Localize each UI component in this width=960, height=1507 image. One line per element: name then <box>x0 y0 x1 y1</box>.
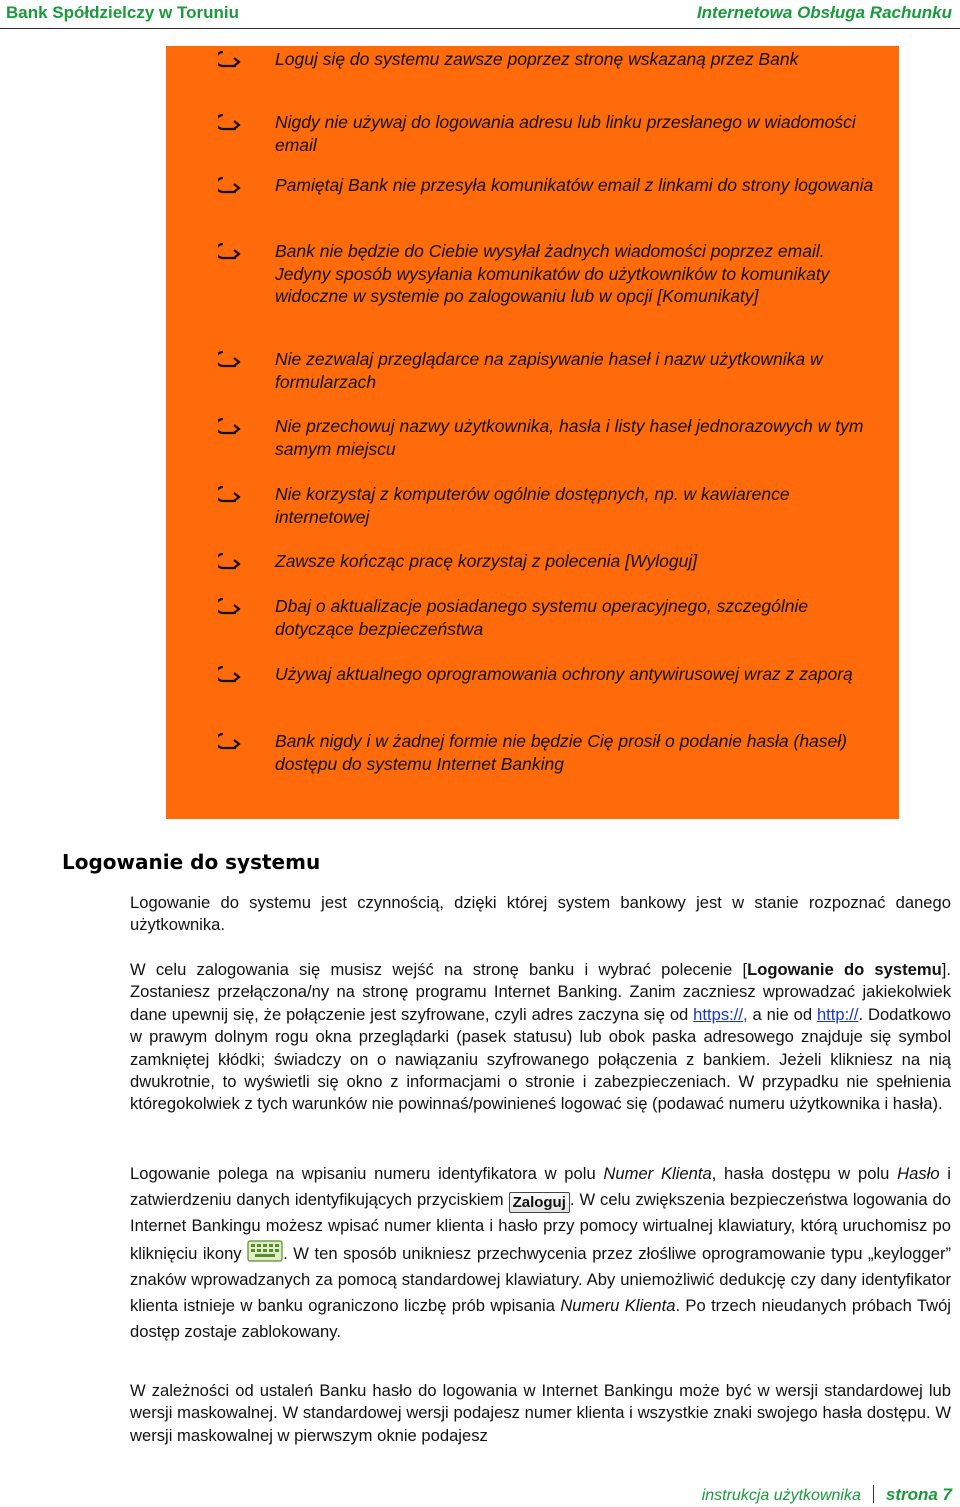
zaloguj-button[interactable]: Zaloguj <box>509 1192 570 1213</box>
header-bank-name: Bank Spółdzielczy w Toruniu <box>6 3 239 22</box>
login-instructions-paragraph <box>130 959 951 1116</box>
arrow-bullet-icon <box>218 242 242 260</box>
arrow-bullet-icon <box>218 485 242 503</box>
section-title: Logowanie do systemu <box>62 850 321 874</box>
login-command-label: Logowanie do systemu <box>747 960 942 979</box>
header-document-title: Internetowa Obsługa Rachunku <box>696 3 952 22</box>
paragraph-text: . W celu zwiększenia bezpieczeństwa logowania do Internet Bankingu możesz wpisać numer klienta i hasło przy pomocy wirtualnej klawiatury, którą uruchomisz po kliknięciu ikony <box>130 1190 951 1263</box>
security-tip-text: Pamiętaj Bank nie przesyła komunikatów email z linkami do strony logowania <box>275 175 874 195</box>
arrow-bullet-icon <box>218 665 242 683</box>
security-tip-text: Dbaj o aktualizacje posiadanego systemu operacyjnego, szczególnie dotyczące bezpieczeństwa <box>275 596 809 639</box>
paragraph-text: . W ten sposób unikniesz przechwycenia przez złośliwe oprogramowanie typu „keylogger” znaków wprowadzanych za pomocą standardowej klawiatury. Aby uniemożliwić dedukcję czy dany identyfikator klienta istnieje w banku ograniczono liczbę prób wpisania <box>130 1244 952 1315</box>
https-link[interactable]: https://, <box>693 1004 748 1024</box>
login-fields-paragraph <box>130 1161 951 1345</box>
security-tip-text: Nie przechowuj nazwy użytkownika, hasła i listy haseł jednorazowych w tym samym miejscu <box>275 416 864 459</box>
arrow-bullet-icon <box>218 732 242 750</box>
arrow-bullet-icon <box>218 552 242 570</box>
arrow-bullet-icon <box>218 350 242 368</box>
security-tip-text: Loguj się do systemu zawsze poprzez stronę wskazaną przez Bank <box>275 49 799 69</box>
security-tip-text: Zawsze kończąc pracę korzystaj z polecenia [Wyloguj] <box>275 551 698 571</box>
password-version-paragraph: W zależności od ustaleń Banku hasło do logowania w Internet Bankingu może być w wersji standardowej lub wersji maskowalnej. W standardowej wersji podajesz numer klienta i wszystkie znaki swojego hasła dostępu. W wersji maskowalnej w pierwszym oknie podajesz <box>130 1381 951 1445</box>
paragraph-text: ]. Zostaniesz przełączona/ny na stronę programu Internet Banking. Zanim zaczniesz wprowadzać jakiekolwiek dane upewnij się, że połączenie jest szyfrowane, czyli adres zaczyna się od <box>130 960 952 1024</box>
paragraph-text: a nie od <box>747 1004 817 1024</box>
security-tip-text: Nie zezwalaj przeglądarce na zapisywanie haseł i nazw użytkownika w formularzach <box>275 349 823 392</box>
page-footer <box>702 1485 952 1505</box>
page-header <box>0 0 960 29</box>
footer-label: instrukcja użytkownika <box>701 1487 861 1504</box>
field-name-numeru-klienta: Numeru Klienta <box>560 1296 676 1315</box>
security-tip-text: Nie korzystaj z komputerów ogólnie dostępnych, np. w kawiarence internetowej <box>275 484 790 527</box>
paragraph-text: i zatwierdzeniu danych identyfikujących przyciskiem <box>130 1164 951 1209</box>
security-tip-text: Nigdy nie używaj do logowania adresu lub linku przesłanego w wiadomości email <box>275 112 856 155</box>
arrow-bullet-icon <box>218 50 242 68</box>
arrow-bullet-icon <box>218 176 242 194</box>
paragraph-text: , hasła dostępu w polu <box>711 1164 898 1183</box>
virtual-keyboard-icon[interactable] <box>247 1239 283 1263</box>
intro-paragraph: Logowanie do systemu jest czynnością, dzięki której system bankowy jest w stanie rozpoznać danego użytkownika. <box>130 893 951 935</box>
security-tip-text: Używaj aktualnego oprogramowania ochrony antywirusowej wraz z zaporą <box>275 664 853 684</box>
arrow-bullet-icon <box>218 417 242 435</box>
arrow-bullet-icon <box>218 113 242 131</box>
security-tip-text: Bank nie będzie do Ciebie wysyłał żadnych wiadomości poprzez email. Jedyny sposób wysyłania komunikatów do użytkowników to komunikaty widoczne w systemie po zalogowaniu lub w opcji [Komunikaty] <box>275 241 830 306</box>
arrow-bullet-icon <box>218 597 242 615</box>
paragraph-text: W celu zalogowania się musisz wejść na stronę banku i wybrać polecenie [ <box>130 960 748 979</box>
field-name-numer-klienta: Numer Klienta <box>603 1164 712 1183</box>
http-link[interactable]: http:// <box>816 1004 859 1024</box>
page-number: strona 7 <box>885 1485 952 1504</box>
footer-separator <box>873 1485 874 1503</box>
paragraph-text: . Dodatkowo w prawym dolnym rogu okna przeglądarki (pasek statusu) lub obok paska adresowego znajduje się symbol zamkniętej kłódki; świadczy on o nawiązaniu szyfrowanego połączenia z bankiem. Jeżeli klikniesz na nią dwukrotnie, to wyświetli się okno z informacjami o stronie i zabezpieczeniach. W przypadku nie spełnienia któregokolwiek z tych warunków nie powinnaś/powinieneś logować się (podawać numeru użytkownika i hasła). <box>130 1004 951 1114</box>
security-tips-box <box>166 46 899 819</box>
paragraph-text: Logowanie polega na wpisaniu numeru identyfikatora w polu <box>130 1164 604 1183</box>
paragraph-text: . Po trzech nieudanych próbach Twój dostęp zostaje zablokowany. <box>130 1296 951 1341</box>
security-tip-text: Bank nigdy i w żadnej formie nie będzie Cię prosił o podanie hasła (haseł) dostępu do systemu Internet Banking <box>275 731 847 774</box>
field-name-haslo: Hasło <box>897 1164 940 1183</box>
